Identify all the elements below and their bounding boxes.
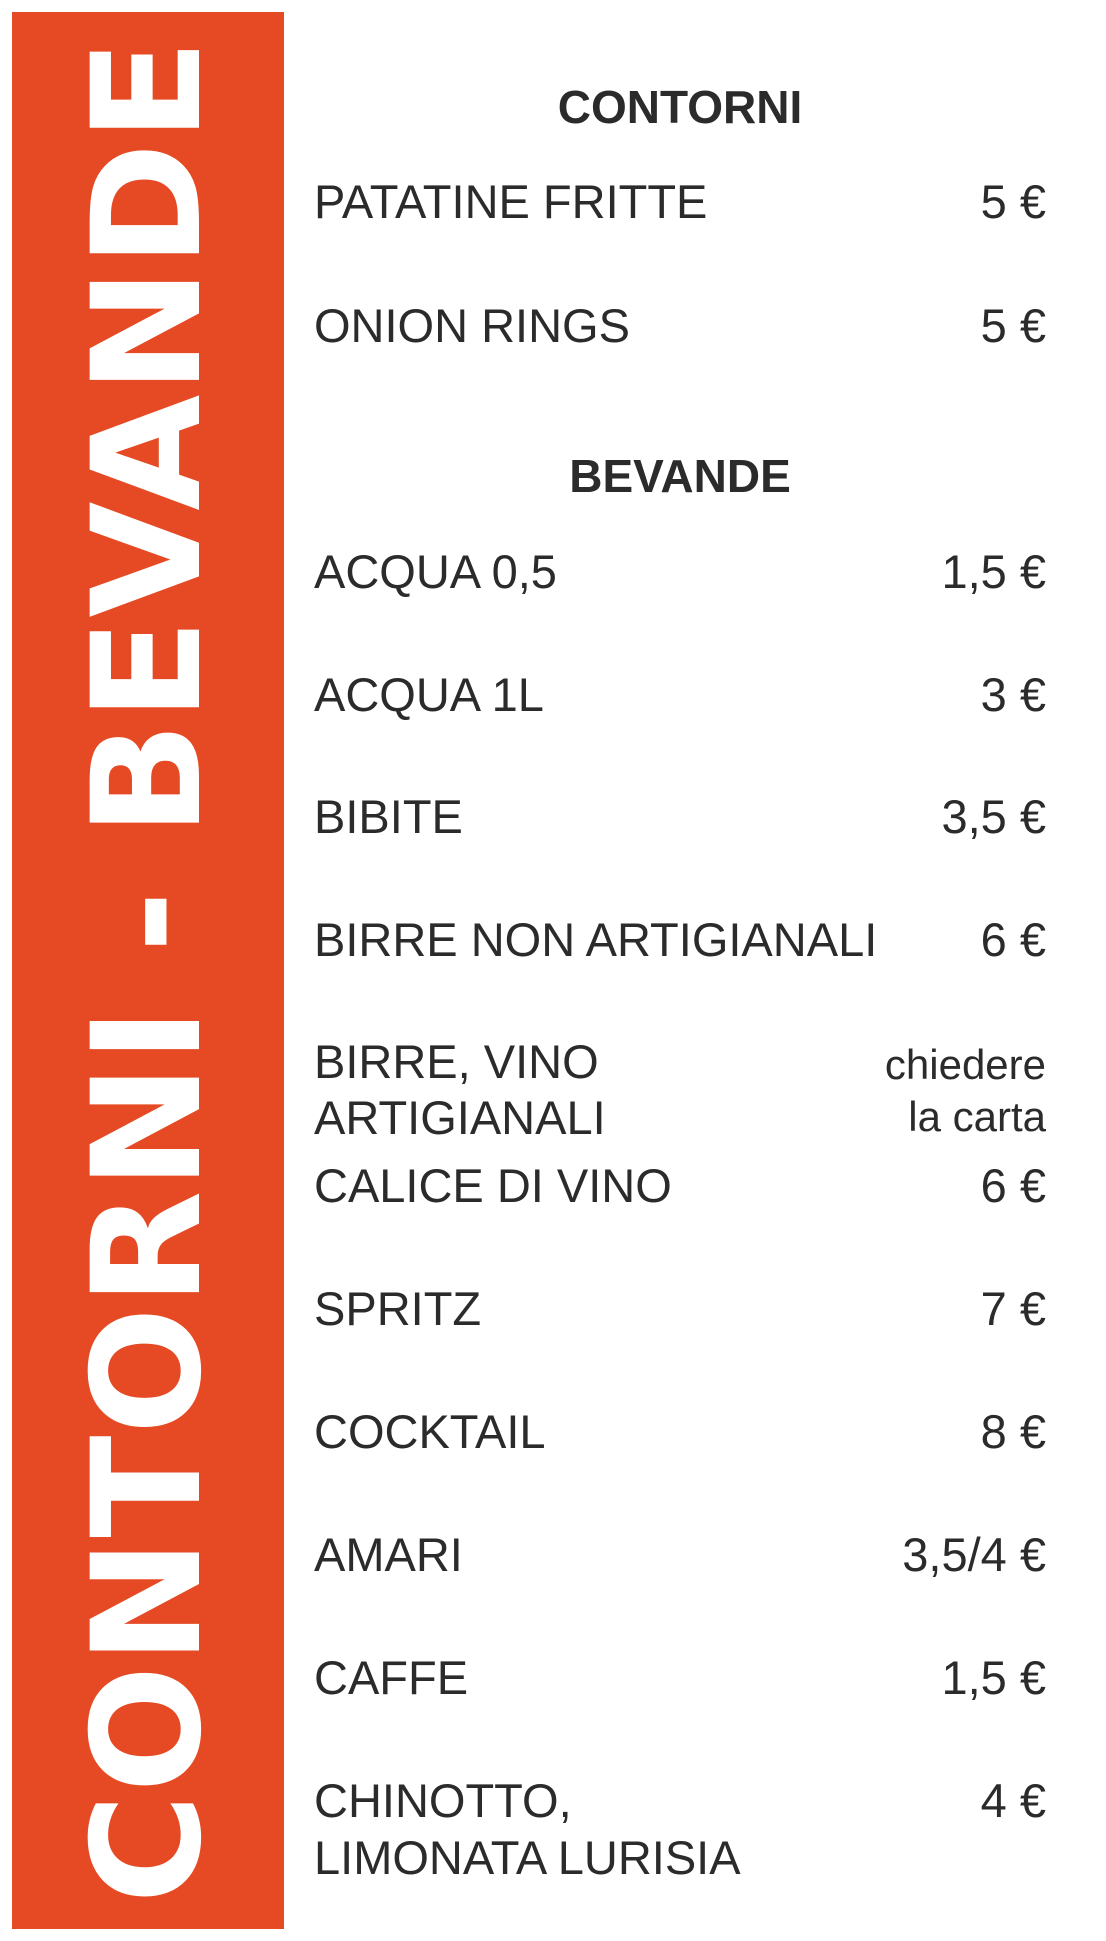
menu-item-name: BIRRE NON ARTIGIANALI (314, 913, 878, 966)
menu-item-price-line2: la carta (908, 1093, 1046, 1140)
menu-item-price: 1,5 € (941, 1651, 1046, 1704)
menu-item-name-line1: CHINOTTO, (314, 1774, 572, 1827)
menu-item-name: SPRITZ (314, 1282, 482, 1335)
menu-item-price-line1: chiedere (884, 1041, 1046, 1088)
menu-item-price: 6 € (980, 1159, 1046, 1212)
menu-item-name: ONION RINGS (314, 299, 630, 352)
section-heading-bevande: BEVANDE (569, 450, 791, 502)
menu-item-name: PATATINE FRITTE (314, 175, 708, 228)
menu-item-name: AMARI (314, 1528, 463, 1581)
menu-item-name: ACQUA 0,5 (314, 545, 557, 598)
menu-item-price: 5 € (980, 175, 1046, 228)
menu-item-name: BIBITE (314, 790, 463, 843)
side-banner-title: CONTORNI - BEVANDE (61, 37, 235, 1904)
side-banner (12, 12, 284, 1929)
menu-item-price: 3,5 € (941, 790, 1046, 843)
menu-item-price: 4 € (980, 1774, 1046, 1827)
menu-item-name-line2: ARTIGIANALI (314, 1091, 606, 1144)
menu-item-name-line2: LIMONATA LURISIA (314, 1831, 741, 1884)
section-heading-contorni: CONTORNI (557, 81, 803, 133)
menu-item-name: CALICE DI VINO (314, 1159, 672, 1212)
menu-item-price: 3,5/4 € (902, 1528, 1046, 1581)
menu-item-name: ACQUA 1L (314, 668, 544, 721)
menu-item-price: 3 € (980, 668, 1046, 721)
menu-item-price: 5 € (980, 299, 1046, 352)
menu-item-price: 6 € (980, 913, 1046, 966)
menu-item-name: CAFFE (314, 1651, 469, 1704)
menu-item-name-line1: BIRRE, VINO (314, 1035, 599, 1088)
menu-item-name: COCKTAIL (314, 1405, 546, 1458)
menu-item-price: 8 € (980, 1405, 1046, 1458)
menu-item-price: 1,5 € (941, 545, 1046, 598)
menu-item-price: 7 € (980, 1282, 1046, 1335)
